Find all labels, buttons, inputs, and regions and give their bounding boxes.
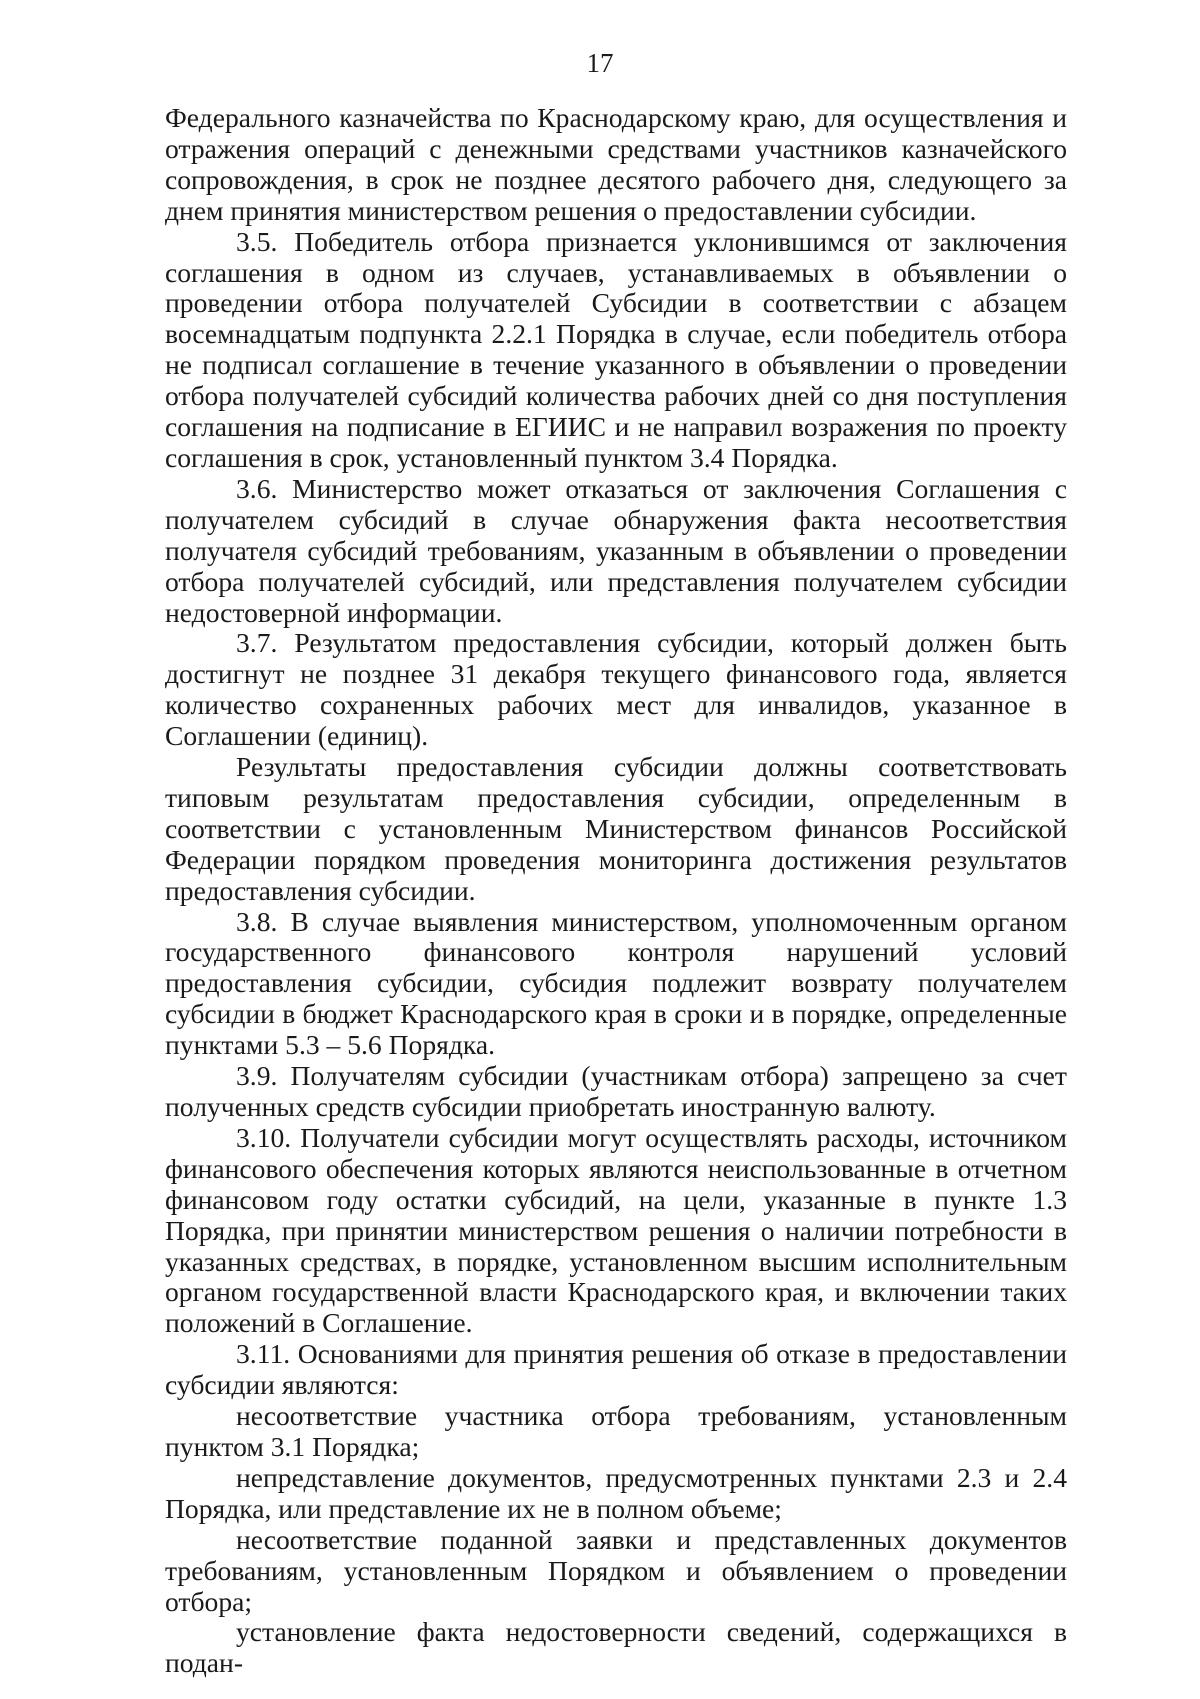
paragraph-3-8: 3.8. В случае выявления министерством, уполномоченным органом государственного финансового контроля нарушений условий предоставления субсидии, субсидия подлежит возврату получателем субсидии в бюджет Краснодарского края в сроки и в порядке, определенные пунктами 5.3 – 5.6 Порядка. bbox=[165, 905, 1067, 1061]
document-body bbox=[165, 103, 1067, 1679]
paragraph-3-11: 3.11. Основаниями для принятия решения об отказе в предоставлении субсидии являются: bbox=[165, 1338, 1067, 1401]
paragraph-3-10: 3.10. Получатели субсидии могут осуществлять расходы, источником финансового обеспечения которых являются неиспользованные в отчетном финансовом году остатки субсидий, на цели, указанные в пункте 1.3 Порядка, при принятии министерством решения о наличии потребности в указанных средствах, в порядке, установленном высшим исполнительным органом государственной власти Краснодарского края, и включении таких положений в Соглашение. bbox=[165, 1121, 1067, 1339]
list-item-3-11-c: несоответствие поданной заявки и представленных документов требованиям, установленным Порядком и объявлением о проведении отбора; bbox=[165, 1523, 1067, 1617]
list-item-3-11-a: несоответствие участника отбора требованиям, установленным пунктом 3.1 Порядка; bbox=[165, 1400, 1067, 1462]
paragraph-continuation: Федерального казначейства по Краснодарскому краю, для осуществления и отражения операций с денежными средствами участников казначейского сопровождения, в срок не позднее десятого рабочего дня, следующего за днем принятия министерством решения о предоставлении субсидии. bbox=[165, 102, 1067, 226]
list-item-3-11-d: установление факта недостоверности сведений, содержащихся в подан- bbox=[165, 1616, 1067, 1679]
paragraph-3-5: 3.5. Победитель отбора признается уклонившимся от заключения соглашения в одном из случаев, устанавливаемых в объявлении о проведении отбора получателей Субсидии в соответствии с абзацем восемнадцатым подпункта 2.2.1 Порядка в случае, если победитель отбора не подписал соглашение в течение указанного в объявлении о проведении отбора получателей субсидий количества рабочих дней со дня поступления соглашения на подписание в ЕГИИС и не направил возражения по проекту соглашения в срок, установленный пунктом 3.4 Порядка. bbox=[165, 225, 1067, 473]
paragraph-3-9: 3.9. Получателям субсидии (участникам отбора) запрещено за счет полученных средств субсидии приобретать иностранную валюту. bbox=[165, 1060, 1067, 1122]
page-number: 17 bbox=[586, 48, 614, 78]
paragraph-3-6: 3.6. Министерство может отказаться от заключения Соглашения с получателем субсидий в случае обнаружения факта несоответствия получателя субсидий требованиям, указанным в объявлении о проведении отбора получателей субсидий, или представления получателем субсидии недостоверной информации. bbox=[165, 472, 1067, 628]
list-item-3-11-b: непредставление документов, предусмотренных пунктами 2.3 и 2.4 Порядка, или представление их не в полном объеме; bbox=[165, 1461, 1067, 1524]
paragraph-3-7: 3.7. Результатом предоставления субсидии, который должен быть достигнут не позднее 31 декабря текущего финансового года, является количество сохраненных рабочих мест для инвалидов, указанное в Соглашении (единиц). bbox=[165, 627, 1067, 752]
paragraph-3-7-results: Результаты предоставления субсидии должны соответствовать типовым результатам предоставления субсидии, определенным в соответствии с установленным Министерством финансов Российской Федерации порядком проведения мониторинга достижения результатов предоставления субсидии. bbox=[165, 751, 1067, 906]
